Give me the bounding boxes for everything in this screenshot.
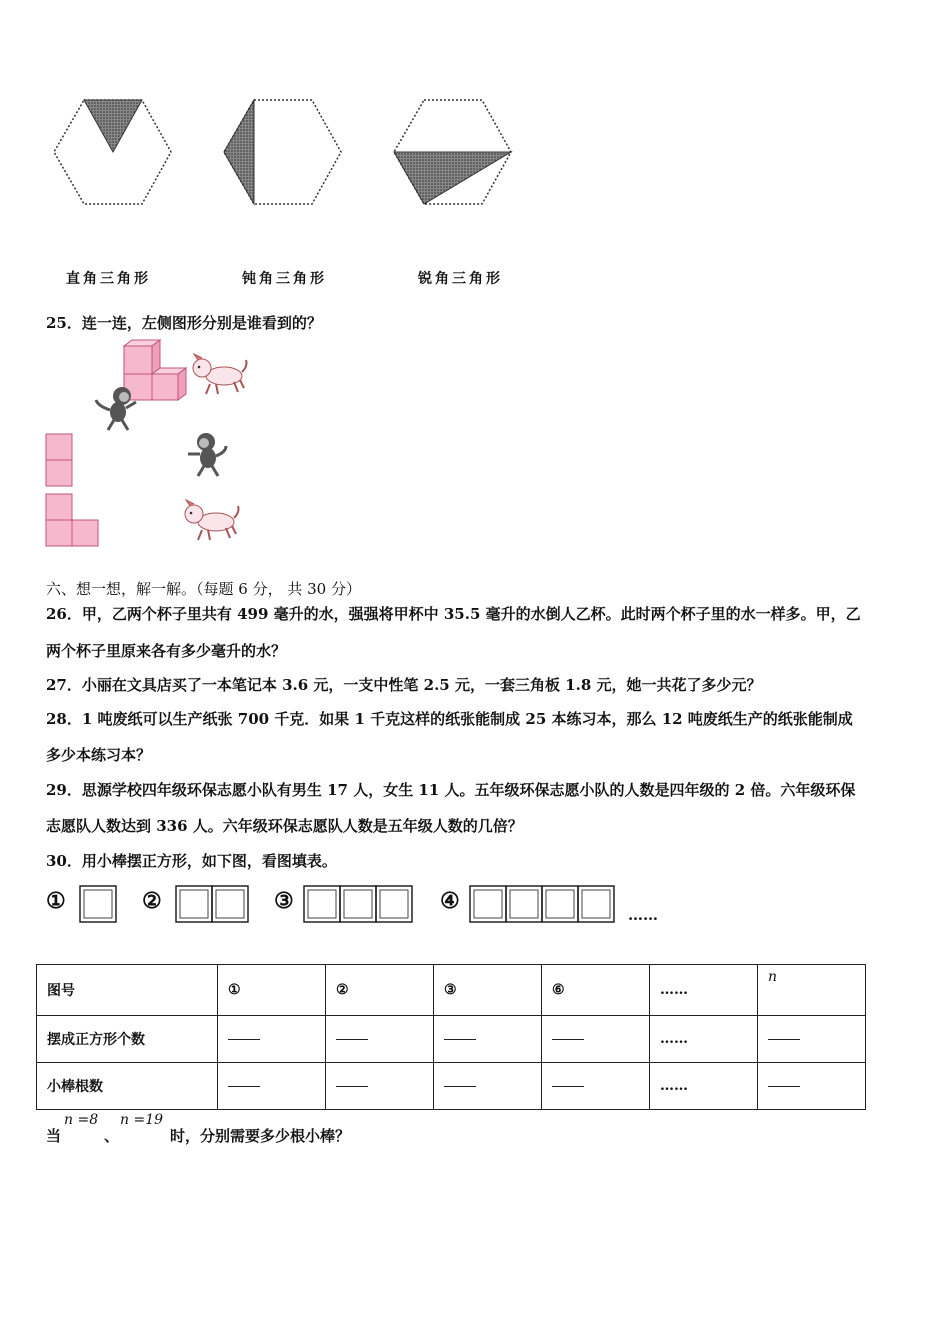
row-label: 小棒根数 xyxy=(37,1063,218,1110)
section-6-heading: 六、想一想，解一解。（每题 6 分， 共 30 分） xyxy=(46,580,361,598)
figure-label-3: ③ xyxy=(274,888,294,914)
table-header-cell: ⑥ xyxy=(542,965,650,1016)
label-obtuse-triangle: 钝角三角形 xyxy=(242,271,327,287)
stick-square-inner xyxy=(180,890,208,918)
answer-blank[interactable] xyxy=(552,1039,584,1040)
stick-square-group xyxy=(470,886,614,922)
fill-table xyxy=(36,964,866,1110)
stick-squares-figure xyxy=(0,878,950,928)
table-header-cell: 图号 xyxy=(37,965,218,1016)
final-prefix: 当 xyxy=(46,1127,62,1145)
stick-square xyxy=(212,886,248,922)
stick-square-inner xyxy=(546,890,574,918)
stick-square xyxy=(80,886,116,922)
table-row xyxy=(37,1063,866,1110)
table-cell: …… xyxy=(650,1016,758,1063)
stick-square xyxy=(176,886,212,922)
label-acute-triangle: 锐角三角形 xyxy=(418,271,503,287)
final-separator: 、 xyxy=(104,1127,120,1145)
question-26-line2: 两个杯子里原来各有多少毫升的水？ xyxy=(46,642,287,660)
stick-square-inner xyxy=(510,890,538,918)
answer-blank[interactable] xyxy=(768,1039,800,1040)
q25-figure xyxy=(40,338,260,553)
figure-label-2: ② xyxy=(142,888,162,914)
table-header-cell: ② xyxy=(326,965,434,1016)
stick-square-inner xyxy=(308,890,336,918)
cube-stack xyxy=(124,340,186,400)
stick-square-inner xyxy=(474,890,502,918)
question-30: 30．用小棒摆正方形，如下图，看图填表。 xyxy=(46,852,337,870)
view-l-shape xyxy=(46,494,98,546)
question-29-line1: 29．思源学校四年级环保志愿小队有男生 17 人，女生 11 人。五年级环保志愿小队的人数是四年级的 2 倍。六年级环保 xyxy=(46,781,856,799)
stick-square-inner xyxy=(216,890,244,918)
hexagon-acute-triangle xyxy=(394,100,511,204)
monkey-icon-right xyxy=(188,433,226,476)
question-28-line1: 28．1 吨废纸可以生产纸张 700 千克．如果 1 千克这样的纸张能制成 25 本练习本，那么 12 吨废纸生产的纸张能制成 xyxy=(46,710,853,728)
stick-square xyxy=(542,886,578,922)
question-28-line2: 多少本练习本？ xyxy=(46,746,152,764)
question-29-line2: 志愿队人数达到 336 人。六年级环保志愿队人数是五年级人数的几倍？ xyxy=(46,817,523,835)
answer-blank[interactable] xyxy=(228,1039,260,1040)
question-27: 27．小丽在文具店买了一本笔记本 3.6 元，一支中性笔 2.5 元，一套三角板 1.8 元，她一共花了多少元？ xyxy=(46,676,762,694)
final-n8: n =8 xyxy=(64,1112,99,1128)
answer-blank[interactable] xyxy=(228,1086,260,1087)
hexagon-obtuse-triangle xyxy=(224,100,341,204)
figure-label-4: ④ xyxy=(440,888,460,914)
table-header-cell: ① xyxy=(218,965,326,1016)
stick-square xyxy=(578,886,614,922)
answer-blank[interactable] xyxy=(444,1086,476,1087)
final-n19: n =19 xyxy=(120,1112,164,1128)
stick-square-group xyxy=(176,886,248,922)
figure-label-1: ① xyxy=(46,888,66,914)
table-cell: …… xyxy=(650,1063,758,1110)
answer-blank[interactable] xyxy=(336,1086,368,1087)
stick-square xyxy=(376,886,412,922)
table-header-cell: …… xyxy=(650,965,758,1016)
figure-ellipsis: …… xyxy=(628,906,658,924)
stick-square xyxy=(506,886,542,922)
answer-blank[interactable] xyxy=(336,1039,368,1040)
table-header-cell: ③ xyxy=(434,965,542,1016)
table-row xyxy=(37,1016,866,1063)
stick-square xyxy=(304,886,340,922)
question-26-line1: 26．甲，乙两个杯子里共有 499 毫升的水，强强将甲杯中 35.5 毫升的水倒人乙杯。此时两个杯子里的水一样多。甲，乙 xyxy=(46,605,861,623)
final-suffix: 时，分别需要多少根小棒？ xyxy=(170,1127,351,1145)
dog-icon xyxy=(193,354,247,394)
answer-blank[interactable] xyxy=(552,1086,584,1087)
stick-square-inner xyxy=(84,890,112,918)
stick-square-group xyxy=(80,886,116,922)
row-label: 摆成正方形个数 xyxy=(37,1016,218,1063)
answer-blank[interactable] xyxy=(768,1086,800,1087)
dog-icon-bottom xyxy=(185,500,239,540)
table-header-row xyxy=(37,965,866,1016)
stick-square-inner xyxy=(380,890,408,918)
hexagon-right-triangle xyxy=(54,100,171,204)
table-header-n: n xyxy=(768,969,778,985)
question-25: 25．连一连，左侧图形分别是谁看到的？ xyxy=(46,314,322,332)
answer-blank[interactable] xyxy=(444,1039,476,1040)
stick-square-inner xyxy=(344,890,372,918)
view-two-stacked xyxy=(46,434,72,486)
stick-square xyxy=(470,886,506,922)
stick-square xyxy=(340,886,376,922)
stick-square-inner xyxy=(582,890,610,918)
label-right-triangle: 直角三角形 xyxy=(66,271,151,287)
hexagon-figures xyxy=(40,90,530,215)
monkey-icon xyxy=(96,387,136,430)
stick-square-group xyxy=(304,886,412,922)
